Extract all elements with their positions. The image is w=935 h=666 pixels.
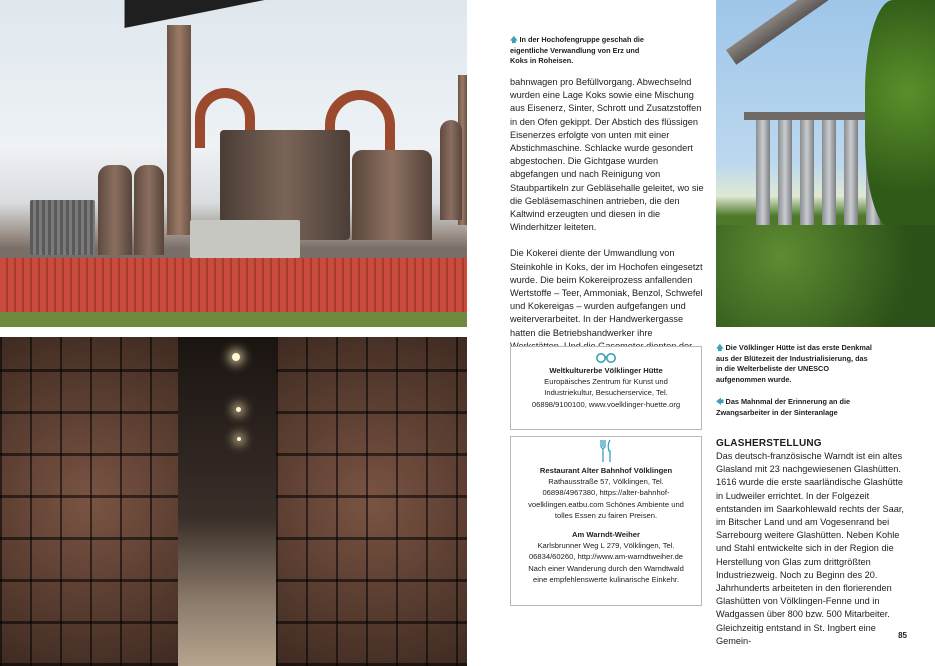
roof-overhang <box>0 0 467 28</box>
infobox-title: Weltkulturerbe Völklinger Hütte <box>549 366 663 375</box>
ceiling-lamp <box>236 407 241 412</box>
pipes-photo <box>716 0 935 327</box>
tree <box>865 0 935 230</box>
column <box>778 120 792 225</box>
caption-mahnmal: 🡄 Das Mahnmal der Erinnerung an die Zwangsarbeiter in der Sinteranlage <box>716 397 851 417</box>
arrow-icon: 🡄 <box>716 397 724 406</box>
infobox-text: Karlsbrunner Weg L 279, Völklingen, Tel. 06834/60260, http://www.am-warndtweiher.de Nach einer Wanderung durch den Warndtwald eine empfehlenswerte kulinarische Einkehr. <box>528 541 684 584</box>
column <box>822 120 836 225</box>
left-shelves <box>0 337 180 666</box>
paragraph: bahnwagen pro Befüllvorgang. Abwechselnd wurden eine Lage Koks sowie eine Mischung aus Eisenerz, Sinter, Schrott und Zusatzstoffen in den Ofen gekippt. Der Abstich des flüssigen Eisenerzes erfolgte von unten mit einer Abstichmaschine. Schlacke wurde gesondert abgestochen. Die Gichtgase wurden abgefangen und nach Reinigung von Staubpartikeln zur Gebläsehalle geleitet, wo sie die Gebläsemaschinen antrieben, die den Kaltwind erzeugten und diesen in die Winderhitzer leiteten. <box>510 77 704 233</box>
crossbeam <box>744 112 884 120</box>
infobox-title: Am Warndt-Weiher <box>572 530 640 540</box>
tank <box>98 165 132 255</box>
section-heading: GLASHERSTELLUNG <box>716 438 822 449</box>
grass <box>0 312 467 327</box>
infobox-text: Rathausstraße 57, Völklingen, Tel. 06898/4967380, https://alter-bahnhof-voelklingen.eatbu.com Schönes Ambiente und tolles Essen zu fairen Preisen. <box>528 477 684 520</box>
infobox-text: Europäisches Zentrum für Kunst und Industriekultur, Besucherservice, Tel. 06898/9100100, www.voelklinger-huette.org <box>531 377 681 409</box>
binoculars-icon <box>595 351 617 363</box>
column <box>844 120 858 225</box>
tank <box>352 150 432 240</box>
caption-hochofen: 🡅 In der Hochofengruppe geschah die eigentliche Verwandlung von Erz und Koks in Roheisen. <box>510 35 644 65</box>
infobox-title: Restaurant Alter Bahnhof Völklingen <box>539 466 673 475</box>
right-shelves <box>276 337 467 666</box>
chimney <box>167 25 191 235</box>
bushes <box>716 225 935 327</box>
column <box>800 120 814 225</box>
tank <box>134 165 164 255</box>
section-text: Das deutsch-französische Warndt ist ein altes Glasland mit 23 nachgewiesenen Glashütten. 1616 wurde die erste saarländische Glashütte in Ludweiler errichtet. In der Folgezeit entstanden im Saarkohlewald rechts der Saar, im Bitscher Land und am Vogesenrand bei Sarrebourg weitere Glashütten. Neben Kohle und Stahl entwickelte sich in der Region die Herstellung von Glas zum drittgrößten Industriezweig. Noch zu Beginn des 20. Jahrhunderts arbeiteten in den florierenden Glashütten von Völklingen-Fenne und in Wadgassen über 800 bzw. 500 Mitarbeiter. Gleichzeitig entstand in St. Ingbert eine Gemein- <box>716 451 904 646</box>
corridor <box>178 337 278 666</box>
caption-weltkultur: 🡅 Die Völklinger Hütte ist das erste Denkmal aus der Blütezeit der Industrialisierung, das in die Welterbeliste der UNESCO aufgenommen wurde. <box>716 343 872 384</box>
tank <box>30 200 95 255</box>
main-text-column <box>510 76 705 392</box>
arrow-icon: 🡅 <box>716 343 724 352</box>
tank <box>440 120 462 220</box>
ironworks-photo <box>0 0 467 327</box>
tank <box>190 220 300 258</box>
paragraph: Die Kokerei diente der Umwandlung von Steinkohle in Koks, der im Hochofen eingesetzt wurde. Die beim Kokereiprozess anfallenden Wertstoffe – Teer, Ammoniak, Benzol, Schwefel und Kokereigas – wurden aufgefangen und weiterverarbeitet. In der Handwerkergasse hatten die Betriebshandwerker ihre <box>510 248 703 338</box>
archive-photo <box>0 337 467 666</box>
fork-knife-icon <box>599 439 613 463</box>
page-number: 85 <box>898 631 907 640</box>
ceiling-lamp <box>232 353 240 361</box>
sights-infobox <box>510 346 702 430</box>
column <box>756 120 770 225</box>
food-infobox <box>510 436 702 606</box>
ceiling-lamp <box>237 437 241 441</box>
arrow-icon: 🡅 <box>510 35 518 44</box>
